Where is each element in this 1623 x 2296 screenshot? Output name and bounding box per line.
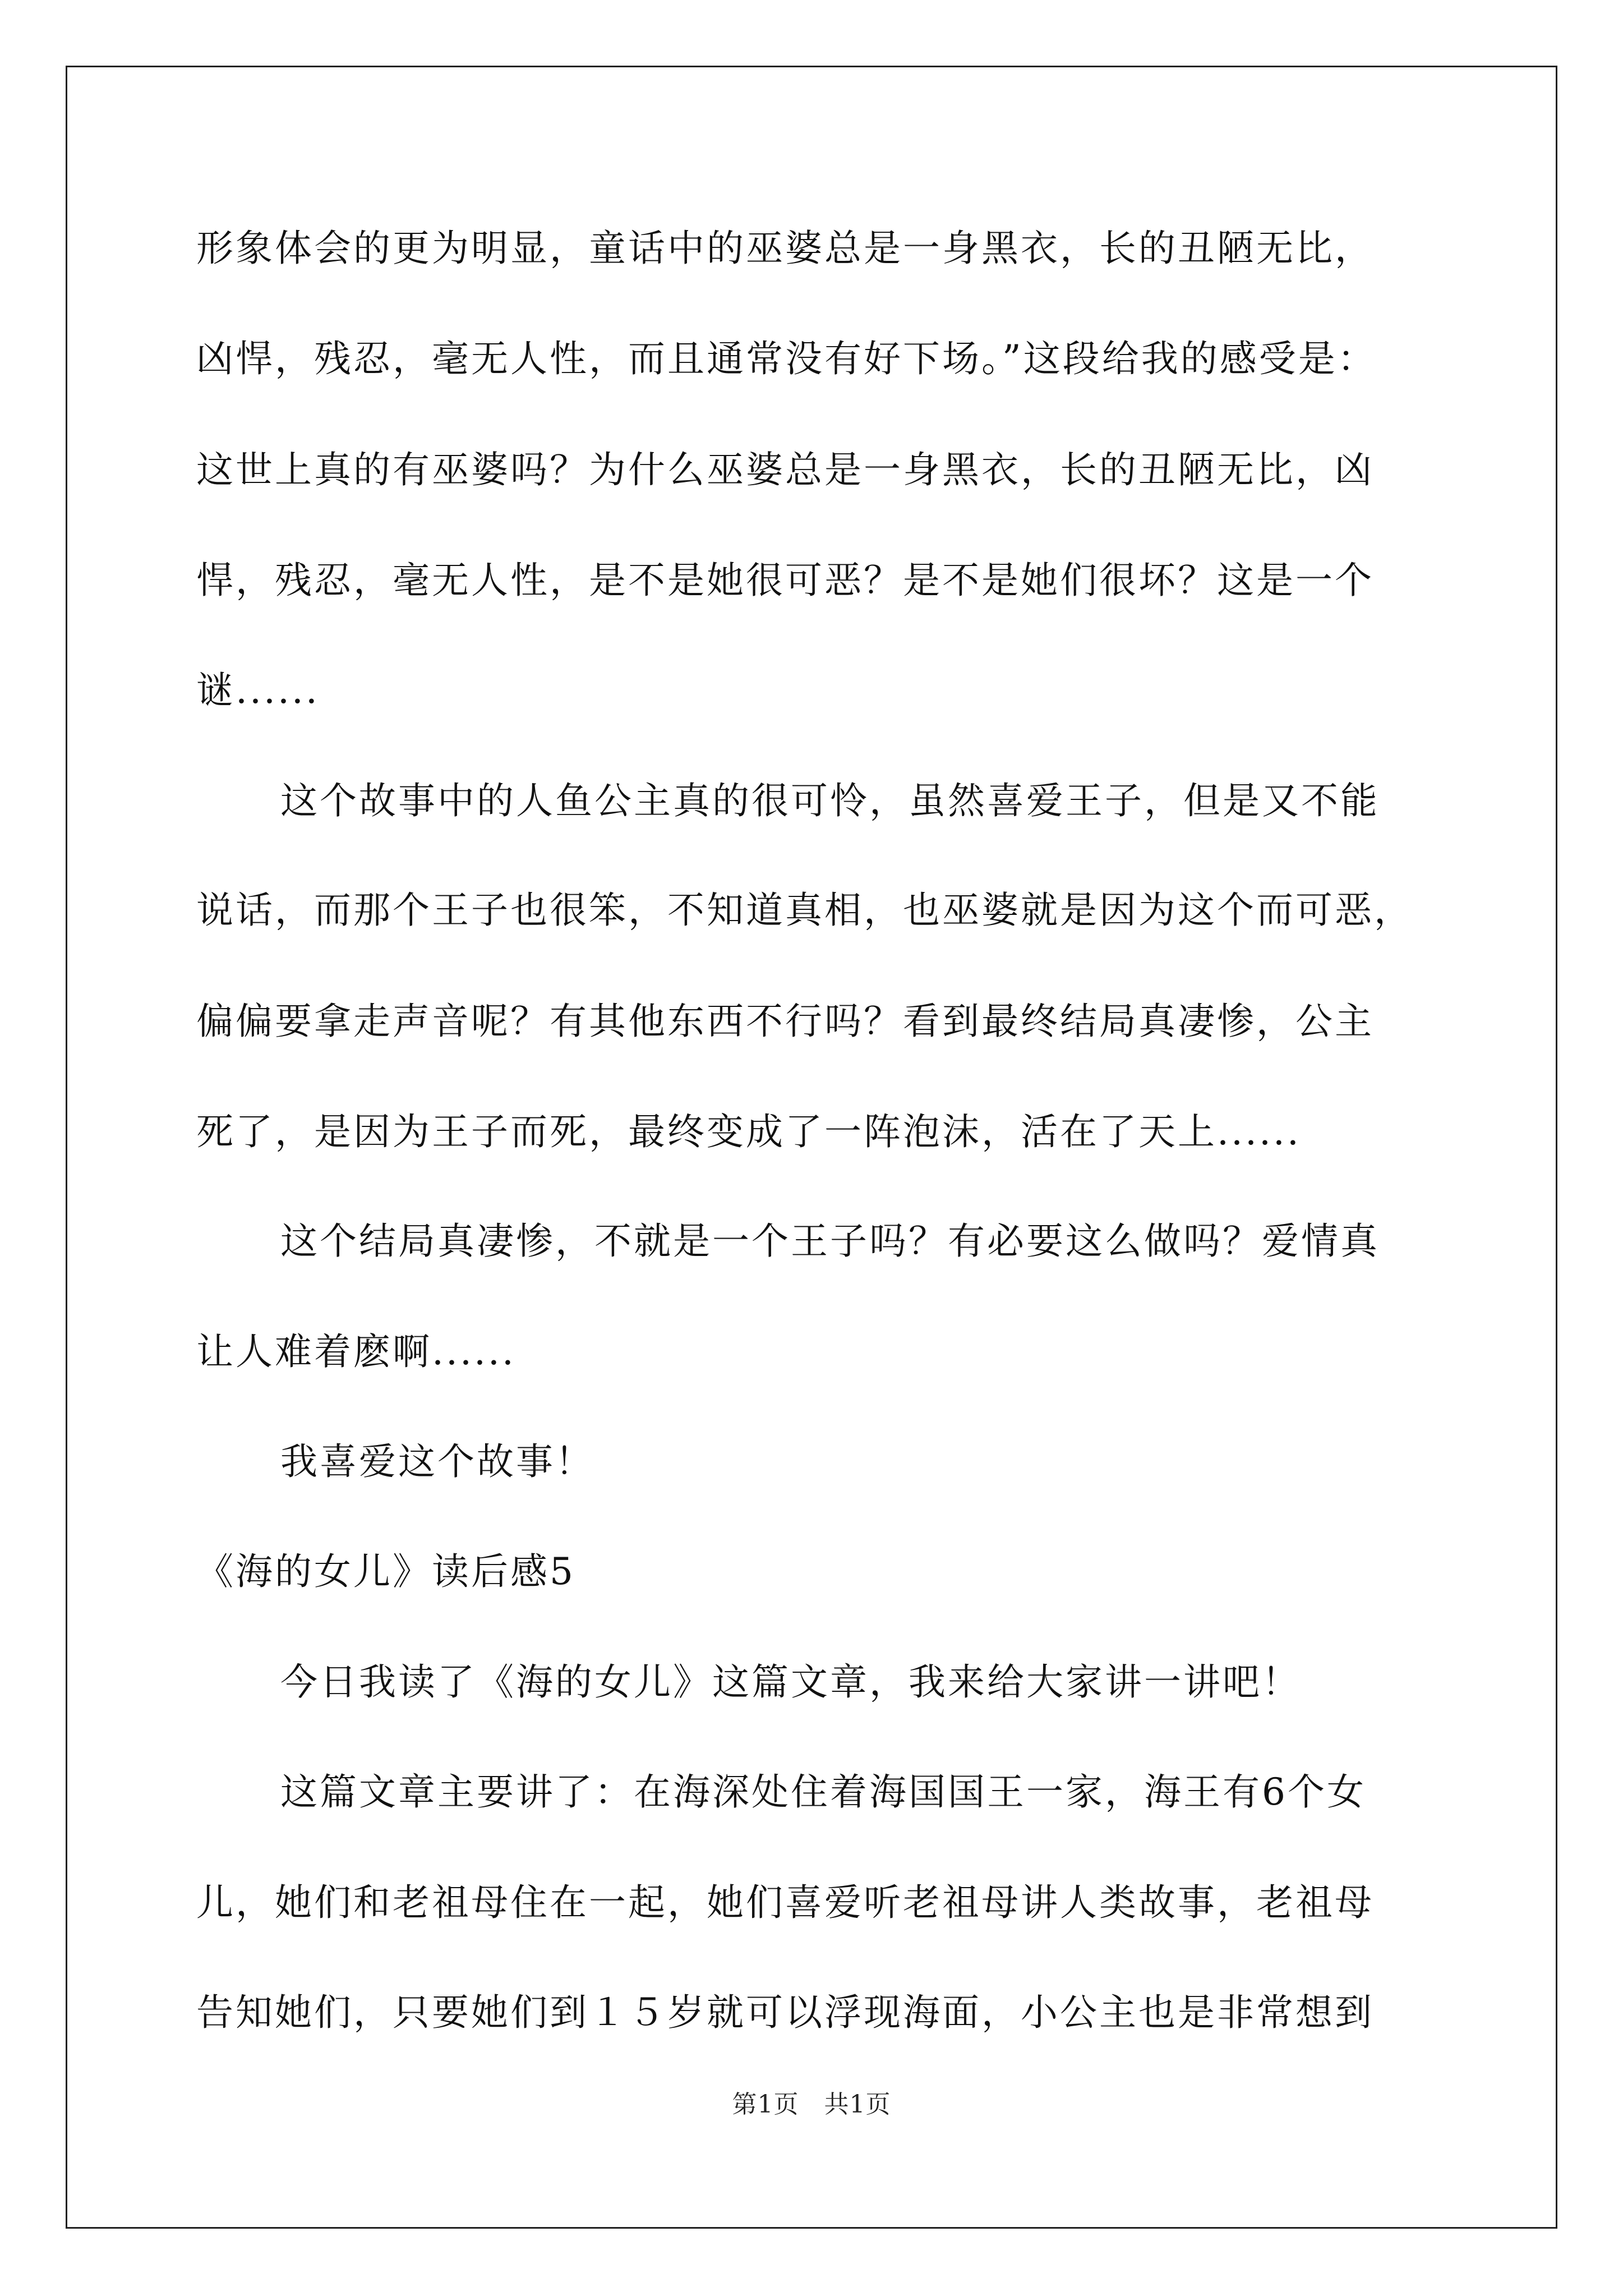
text-line: 形象体会的更为明显，童话中的巫婆总是一身黑衣，长的丑陋无比， <box>196 227 1374 270</box>
text-line: 告知她们，只要她们到１５岁就可以浮现海面，小公主也是非常想到 <box>196 1991 1374 2034</box>
paragraph-start-line: 这个故事中的人鱼公主真的很可怜，虽然喜爱王子，但是又不能 <box>280 779 1380 822</box>
page-footer: 第1页 共1页 <box>732 2090 891 2119</box>
paragraph-start-line: 今日我读了《海的女儿》这篇文章，我来给大家讲一讲吧！ <box>280 1660 1301 1704</box>
text-line: 悍，残忍，毫无人性，是不是她很可恶？是不是她们很坏？这是一个 <box>196 559 1374 602</box>
section-heading: 《海的女儿》读后感5 <box>196 1550 575 1593</box>
text-line: 谜...... <box>196 669 320 712</box>
paragraph-start-line: 这个结局真凄惨，不就是一个王子吗？有必要这么做吗？爱情真 <box>280 1220 1380 1263</box>
paragraph-start-line: 这篇文章主要讲了：在海深处住着海国国王一家，海王有6个女 <box>280 1770 1366 1814</box>
text-line: 儿，她们和老祖母住在一起，她们喜爱听老祖母讲人类故事，老祖母 <box>196 1881 1374 1924</box>
text-line: 凶悍，残忍，毫无人性，而且通常没有好下场。”这段给我的感受是： <box>196 337 1377 380</box>
text-line: 死了，是因为王子而死，最终变成了一阵泡沫，活在了天上...... <box>196 1110 1301 1153</box>
text-line: 这世上真的有巫婆吗？为什么巫婆总是一身黑衣，长的丑陋无比，凶 <box>196 448 1374 491</box>
text-line: 说话，而那个王子也很笨，不知道真相，也巫婆就是因为这个而可恶， <box>196 889 1413 932</box>
text-line: 偏偏要拿走声音呢？有其他东西不行吗？看到最终结局真凄惨，公主 <box>196 1000 1374 1043</box>
text-line: 让人难着麽啊...... <box>196 1330 516 1373</box>
paragraph-start-line: 我喜爱这个故事！ <box>280 1440 594 1483</box>
